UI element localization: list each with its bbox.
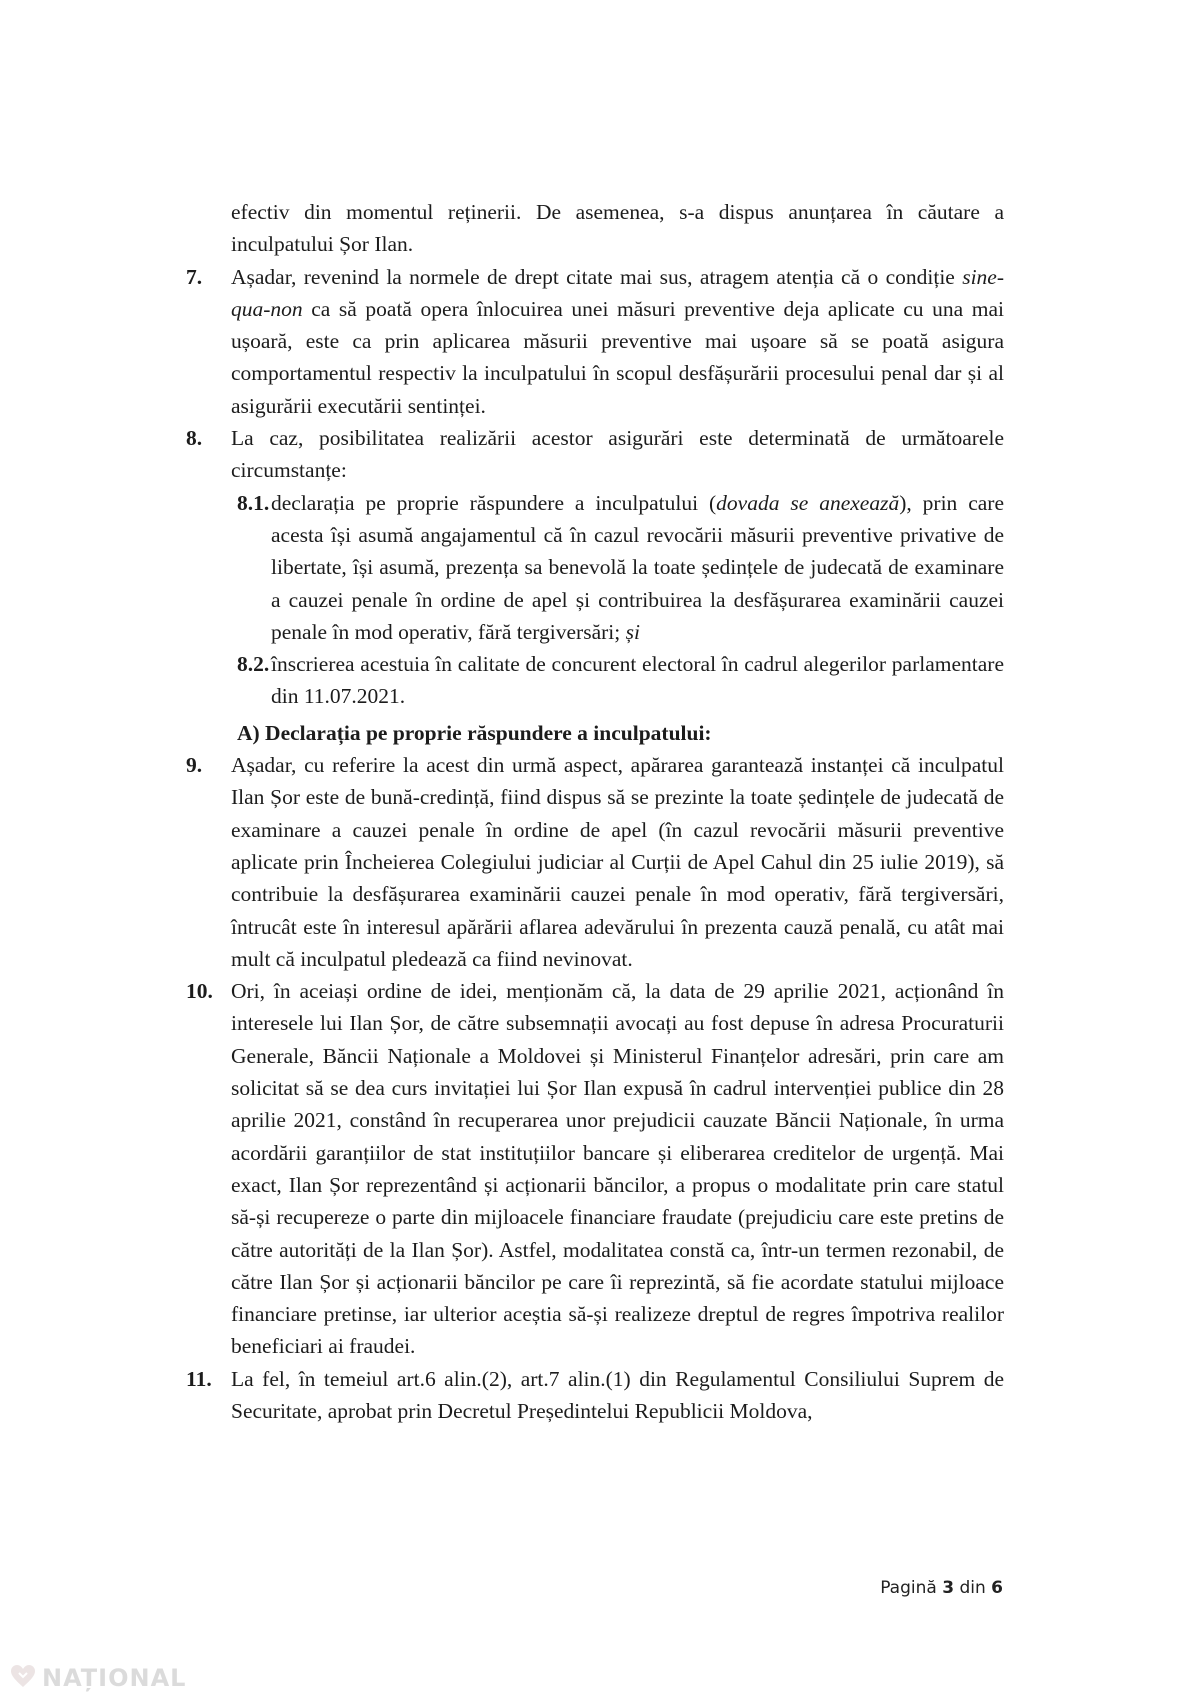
paragraph-10 bbox=[186, 975, 1004, 1363]
continuation-text: efectiv din momentul reținerii. De asemenea, s-a dispus anunțarea în căutare a inculpatului Șor Ilan. bbox=[231, 200, 1004, 257]
paragraph-text: La caz, posibilitatea realizării acestor asigurări este determinată de următoarele circumstanțe: bbox=[231, 426, 1004, 483]
paragraph-number: 8. bbox=[186, 426, 203, 451]
section-heading-a: A) Declarația pe proprie răspundere a inculpatului: bbox=[237, 720, 712, 745]
watermark-text: NAȚIONAL bbox=[42, 1664, 187, 1692]
italic-note: dovada se anexează bbox=[716, 490, 900, 515]
paragraph-text: La fel, în temeiul art.6 alin.(2), art.7 alin.(1) din Regulamentul Consiliului Suprem de Securitate, aprobat prin Decretul Președintelui Republicii Moldova, bbox=[231, 1366, 1004, 1423]
footer-prefix: Pagină bbox=[880, 1578, 943, 1598]
paragraph-8 bbox=[186, 422, 1004, 487]
subparagraph-number: 8.1. bbox=[237, 490, 270, 515]
watermark-logo bbox=[10, 1664, 186, 1692]
page-number-footer bbox=[880, 1578, 1003, 1598]
paragraph-text: ca să poată opera înlocuirea unei măsuri preventive deja aplicate cu una mai ușoară, este ca prin aplicarea măsurii preventive mai ușoare să se poată asigura comportamentul respectiv la inculpatului în scopul desfășurării procesului penal dar și al asigurării executării sentinței. bbox=[231, 296, 1004, 418]
subparagraph-8-1 bbox=[186, 487, 1004, 648]
paragraph-number: 9. bbox=[186, 753, 203, 778]
paragraph-number: 7. bbox=[186, 264, 203, 289]
paragraph-text: ), prin care acesta își asumă angajamentul că în cazul revocării măsurii preventive privative de libertate, își asumă, prezența sa benevolă la toate ședințele de judecată de examinare a cauzei penale în ordine de apel și contribuirea la desfășurarea examinării cauzei penale în mod operativ, fără tergiversări; bbox=[271, 490, 1004, 644]
subparagraph-number: 8.2. bbox=[237, 652, 270, 677]
document-body bbox=[186, 196, 1004, 1427]
total-pages: 6 bbox=[991, 1578, 1003, 1598]
paragraph-text: Așadar, cu referire la acest din urmă aspect, apărarea garantează instanței că inculpatul Ilan Șor este de bună-credință, fiind dispus să se prezinte la toate ședințele de judecată de examinare a cauzei penale în ordine de apel (în cazul revocării măsurii preventive aplicate prin Încheierea Colegiului judiciar al Curții de Apel Cahul din 25 iulie 2019), să contribuie la desfășurarea examinării cauzei penale în mod operativ, fără tergiversări, întrucât este în interesul apărării aflarea adevărului în prezenta cauză penală, cu atât mai mult că inculpatul pledează ca fiind nevinovat. bbox=[231, 753, 1004, 971]
footer-middle: din bbox=[954, 1578, 992, 1598]
paragraph-text: Ori, în aceiași ordine de idei, menționăm că, la data de 29 aprilie 2021, acționând în interesele lui Ilan Șor, de către subsemnații avocați au fost depuse în adresa Procuraturii Generale, Băncii Naționale a Moldovei și Ministerul Finanțelor adresări, prin care am solicitat să se dea curs invitației lui Șor Ilan expusă în cadrul intervenției publice din 28 aprilie 2021, constând în recuperarea unor prejudicii cauzate Băncii Naționale, în urma acordării garanțiilor de stat instituțiilor bancare și eliberarea creditelor de urgență. Mai exact, Ilan Șor reprezentând și acționarii băncilor, a propus o modalitate prin care statul să-și recupereze o parte din mijloacele financiare fraudate (prejudiciu care este pretins de către autorități de la Ilan Șor). Astfel, modalitatea constă ca, într-un termen rezonabil, de către Ilan Șor și acționarii băncilor pe care îi reprezintă, să fie acordate statului mijloace financiare pretinse, iar ulterior aceștia să-și realizeze dreptul de regres împotriva realilor beneficiari ai fraudei. bbox=[231, 979, 1004, 1359]
current-page: 3 bbox=[942, 1578, 955, 1598]
heart-logo-icon bbox=[10, 1664, 36, 1693]
paragraph-number: 11. bbox=[186, 1366, 212, 1391]
paragraph-7 bbox=[186, 261, 1004, 422]
paragraph-11 bbox=[186, 1363, 1004, 1428]
paragraph-continuation bbox=[186, 196, 1004, 261]
italic-term: sine-qua-non bbox=[231, 264, 1004, 321]
paragraph-9 bbox=[186, 749, 1004, 975]
paragraph-text: înscrierea acestuia în calitate de concurent electoral în cadrul alegerilor parlamentare din 11.07.2021. bbox=[271, 652, 1004, 709]
italic-conjunction: și bbox=[625, 619, 640, 644]
paragraph-number: 10. bbox=[186, 979, 213, 1004]
subparagraph-8-2 bbox=[186, 648, 1004, 713]
paragraph-text: Așadar, revenind la normele de drept citate mai sus, atragem atenția că o condiție bbox=[231, 264, 963, 289]
paragraph-text: declarația pe proprie răspundere a inculpatului ( bbox=[271, 490, 717, 515]
